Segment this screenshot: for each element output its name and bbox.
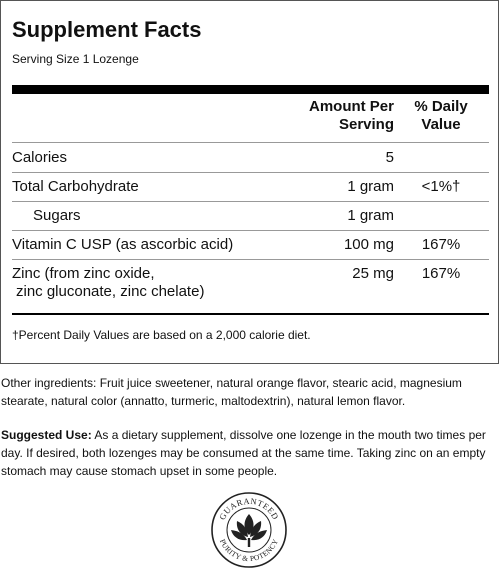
row-calories-name: Calories bbox=[12, 149, 68, 166]
row-sugars-amount: 1 gram bbox=[347, 207, 394, 224]
column-header-daily-value: % Daily Value bbox=[414, 98, 468, 133]
row-vitamin-c-name: Vitamin C USP (as ascorbic acid) bbox=[12, 236, 234, 253]
row-vitamin-c-dv: 167% bbox=[421, 236, 461, 253]
column-header-amount: Amount Per Serving bbox=[308, 98, 394, 133]
guaranteed-seal-icon bbox=[209, 490, 289, 568]
panel-title: Supplement Facts bbox=[12, 17, 202, 42]
thick-divider bbox=[12, 85, 489, 94]
row-carb-dv: <1%† bbox=[421, 178, 461, 195]
daily-value-footnote: †Percent Daily Values are based on a 2,000 calorie diet. bbox=[12, 328, 311, 342]
row-divider bbox=[12, 172, 489, 173]
seal-top-text: GUARANTEED bbox=[216, 495, 282, 522]
row-zinc-dv: 167% bbox=[421, 265, 461, 282]
row-zinc-name: Zinc (from zinc oxide, zinc gluconate, zinc chelate) bbox=[12, 265, 205, 300]
table-end-rule bbox=[12, 313, 489, 315]
row-sugars-name: Sugars bbox=[33, 207, 81, 224]
row-divider bbox=[12, 259, 489, 260]
row-calories-amount: 5 bbox=[385, 149, 394, 166]
row-divider bbox=[12, 201, 489, 202]
row-carb-name: Total Carbohydrate bbox=[12, 178, 139, 195]
suggested-use: Suggested Use: As a dietary supplement, dissolve one lozenge in the mouth two times per day. If desired, both lozenges may be consumed at the same time. Taking zinc on an empty stomach may cause stomach upset in some people. bbox=[1, 428, 486, 478]
seal-bottom-text: PURITY & POTENCY bbox=[217, 537, 281, 564]
serving-size: Serving Size 1 Lozenge bbox=[12, 52, 139, 66]
row-zinc-amount: 25 mg bbox=[352, 265, 394, 282]
header-rule bbox=[12, 142, 489, 143]
row-vitamin-c-amount: 100 mg bbox=[343, 236, 394, 253]
row-divider bbox=[12, 230, 489, 231]
other-ingredients: Other ingredients: Fruit juice sweetener, natural orange flavor, stearic acid, magnesium stearate, natural color (annatto, turmeric, maltodextrin), natural lemon flavor. bbox=[1, 376, 462, 408]
suggested-use-label: Suggested Use: bbox=[1, 428, 92, 442]
row-carb-amount: 1 gram bbox=[347, 178, 394, 195]
